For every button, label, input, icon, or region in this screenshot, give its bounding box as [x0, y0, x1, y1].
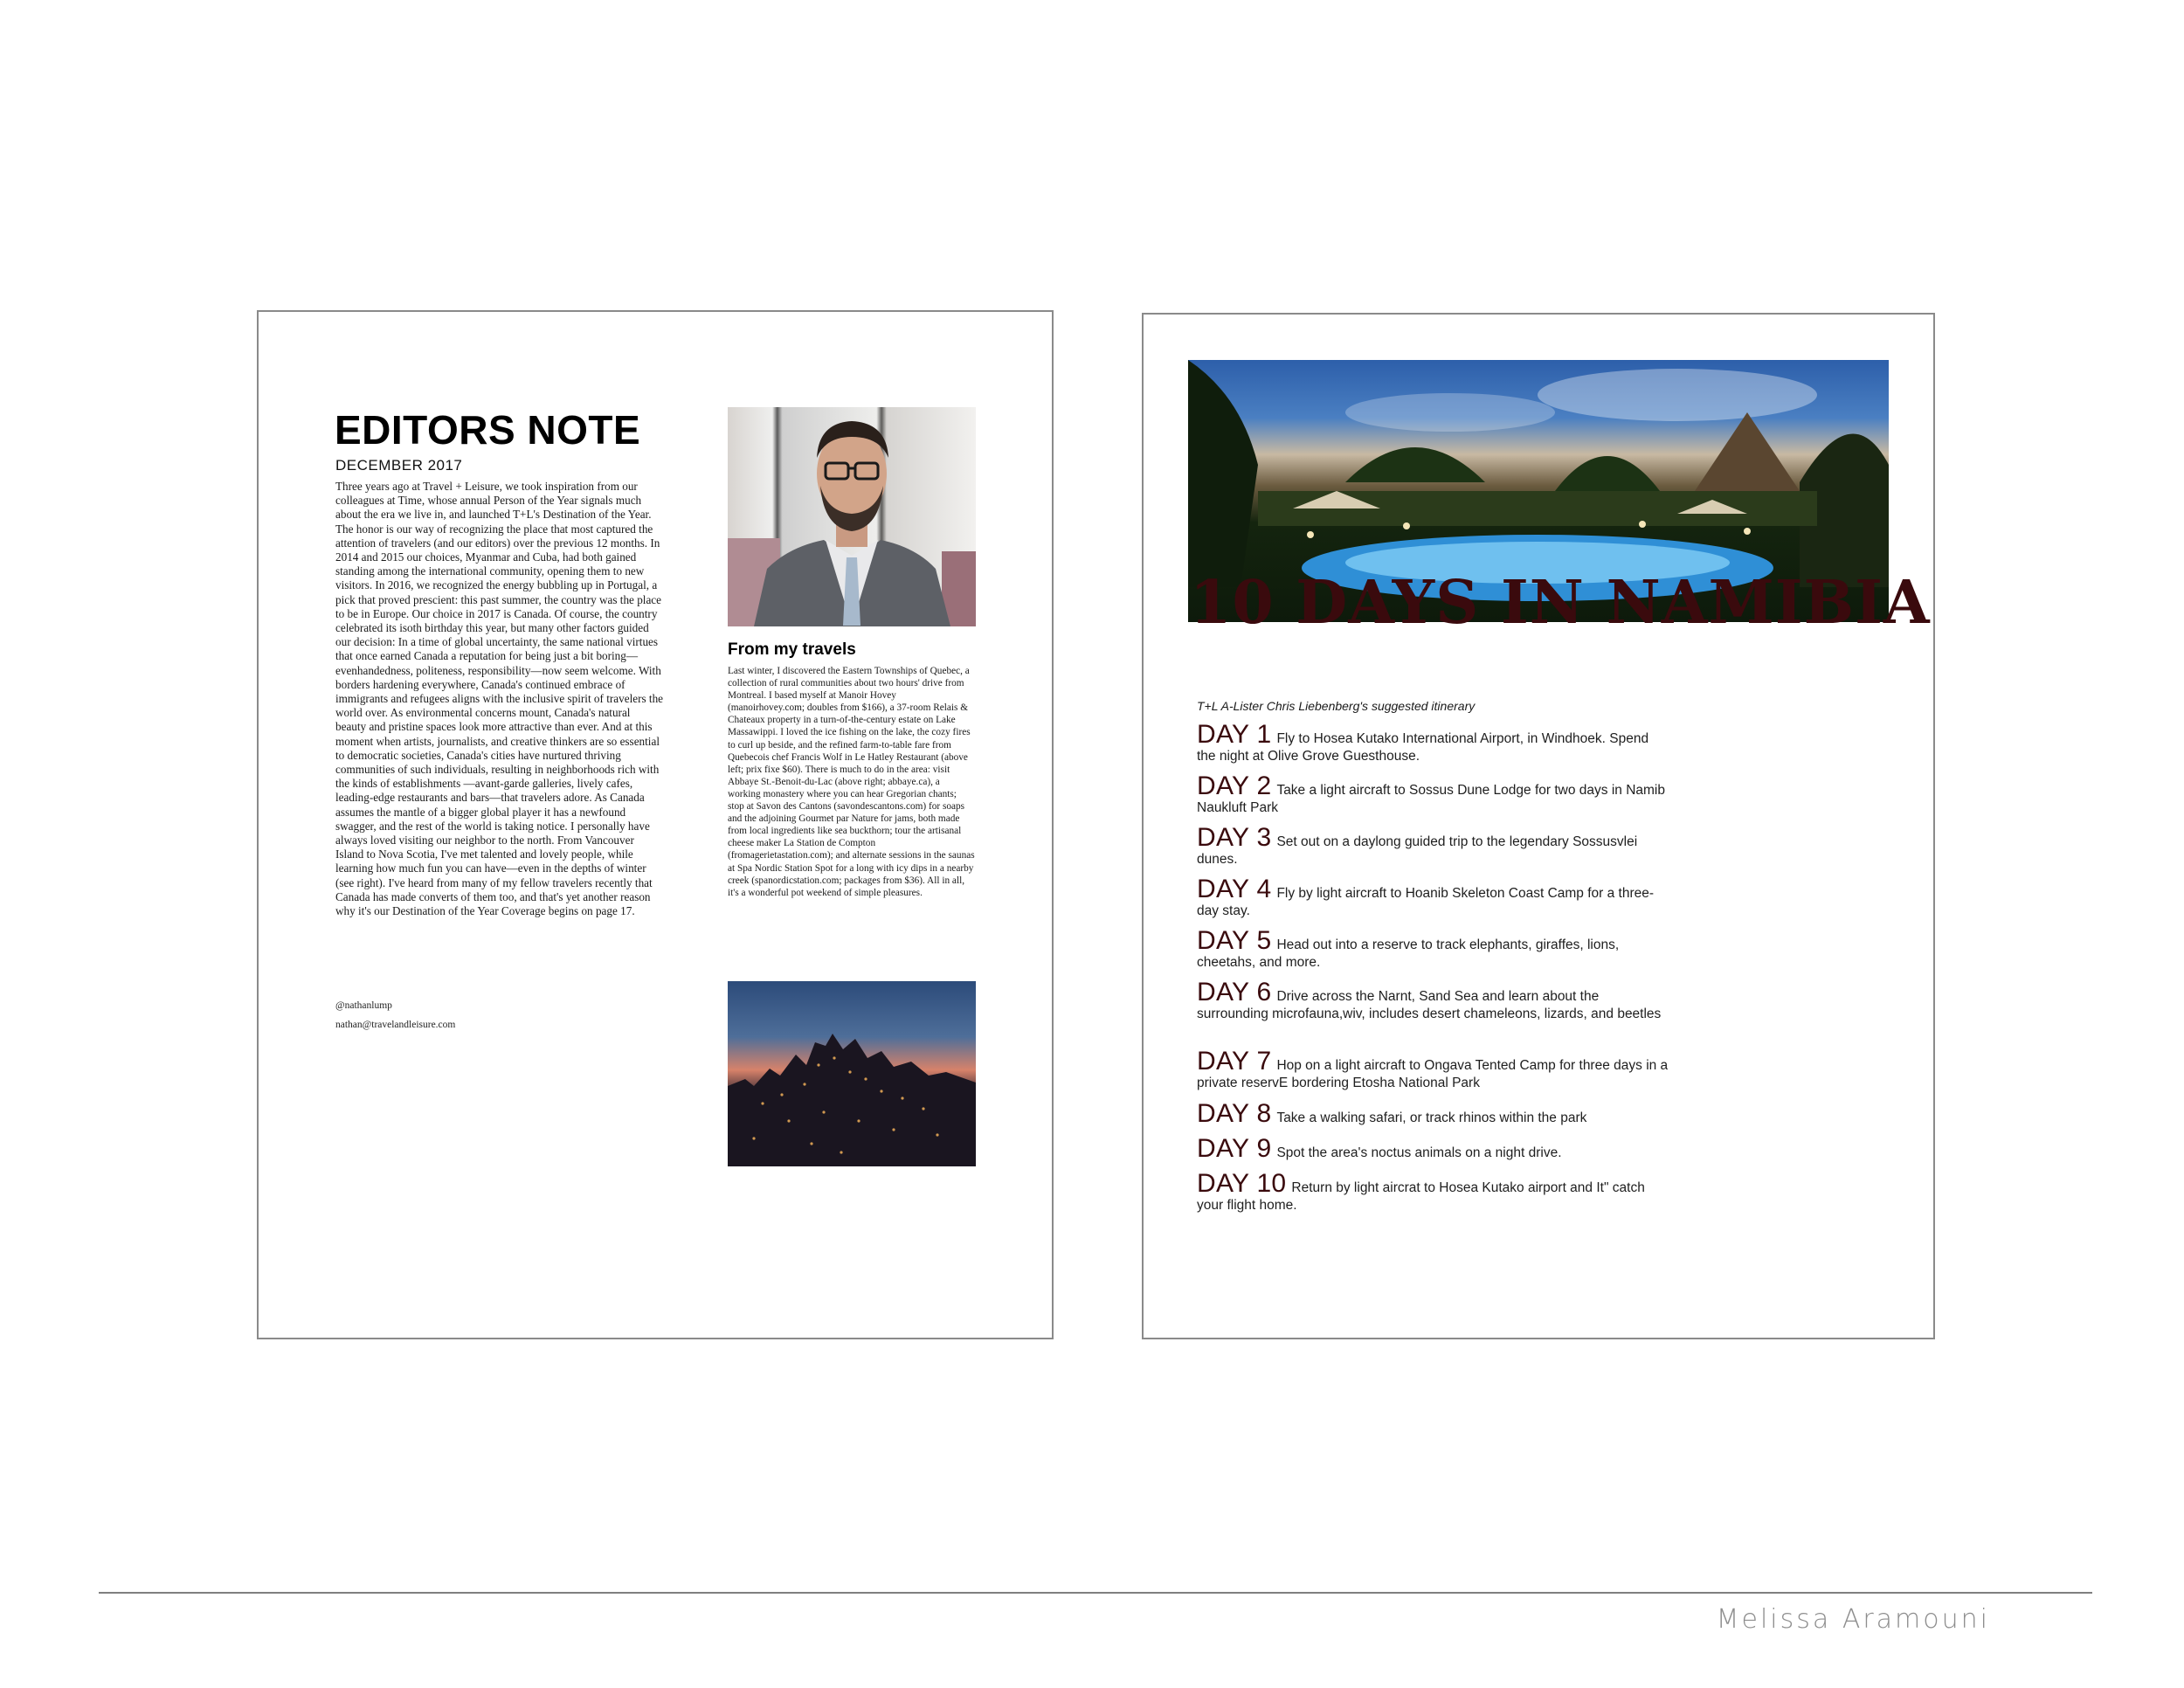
day-text: Take a light aircraft to Sossus Dune Lodge for two days in Namib Naukluft Park — [1197, 783, 1665, 815]
itinerary-day-8 — [1197, 1101, 1669, 1127]
day-text: Take a walking safari, or track rhinos within the park — [1276, 1110, 1587, 1125]
from-my-travels-heading: From my travels — [728, 640, 856, 659]
itinerary-subtitle: T+L A-Lister Chris Liebenberg's suggested itinerary — [1197, 699, 1476, 713]
day-label: DAY 1 — [1197, 720, 1272, 749]
itinerary-day-9 — [1197, 1136, 1669, 1162]
editors-note-body: Three years ago at Travel + Leisure, we took inspiration from our colleagues at Time, whose annual Person of the Year signals much about the era we live in, and launched T+L's Destination of the Year. The honor is our way of recognizing the place that most captured the attention of travelers (and our editors) over the previous 12 months. In 2014 and 2015 our choices, Myanmar and Cuba, had both gained standing among the international community, opening them to new visitors. In 2016, we recognized the energy bubbling up in Portugal, a pick that proved prescient: this past summer, the country was the place to be in Europe. Our choice in 2017 is Canada. Of course, the country celebrated its isoth birthday this year, but many other factors guided our decision: In a time of global uncertainty, the same national virtues that once earned Canada a reputation for being just a bit boring—evenhandedness, politeness, responsibility—now seem welcome. With borders hardening everywhere, Canada's continued embrace of immigrants and refugees aligns with the inclusive spirit of travelers the world over. As environmental concerns mount, Canada's natural beauty and pristine spaces look more attractive than ever. And at this moment when artists, journalists, and creative thinkers are so essential to democratic societies, Canada's cities have nurtured thriving communities of such individuals, resulting in neighborhoods rich with the kinds of establishments —avant-garde galleries, lively cafes, leading-edge restaurants and bars—that travelers adore. As Canada assumes the mantle of a bigger global player it has a newfound swagger, and the rest of the world is taking notice. I personally have always loved visiting our neighbor to the north. From Vancouver Island to Nova Scotia, I've met talented and lovely people, while learning how much fun you can have—even in the depths of winter (see right). I've heard from many of my fellow travelers recently that Canada has made converts of them too, and that's yet another reason why it's our Destination of the Year Coverage begins on page 17. — [335, 480, 664, 918]
itinerary-day-7 — [1197, 1048, 1669, 1091]
namibia-title: 10 DAYS IN NAMIBIA — [1190, 568, 1931, 638]
editors-note-title: EDITORS NOTE — [335, 407, 641, 453]
itinerary-day-10 — [1197, 1171, 1669, 1214]
city-skyline-illustration — [728, 981, 976, 1166]
footer-author-name: Melissa Aramouni — [1716, 1604, 1990, 1635]
day-text: Hop on a light aircraft to Ongava Tented Camp for three days in a private reservE bordering Etosha National Park — [1197, 1058, 1669, 1090]
day-label: DAY 4 — [1197, 875, 1272, 903]
day-label: DAY 8 — [1197, 1099, 1272, 1128]
day-label: DAY 7 — [1197, 1047, 1272, 1076]
day-label: DAY 5 — [1197, 926, 1272, 955]
day-text: Return by light aircrat to Hosea Kutako airport and It" catch your flight home. — [1197, 1180, 1645, 1213]
itinerary-day-2 — [1197, 773, 1669, 816]
day-text: Fly by light aircraft to Hoanib Skeleton Coast Camp for a three-day stay. — [1197, 886, 1655, 918]
day-label: DAY 9 — [1197, 1134, 1272, 1163]
itinerary-day-4 — [1197, 876, 1669, 919]
editors-note-date: DECEMBER 2017 — [335, 457, 463, 474]
day-label: DAY 3 — [1197, 823, 1272, 852]
editors-note-page — [257, 310, 1054, 1339]
author-email: nathan@travelandleisure.com — [335, 1020, 456, 1030]
day-label: DAY 2 — [1197, 771, 1272, 800]
city-night-photo — [728, 981, 976, 1166]
day-label: DAY 10 — [1197, 1169, 1287, 1198]
day-label: DAY 6 — [1197, 978, 1272, 1007]
from-my-travels-body: Last winter, I discovered the Eastern Townships of Quebec, a collection of rural communities about two hours' drive from Montreal. I based myself at Manoir Hovey (manoirhovey.com; doubles from $166), a 37-room Relais & Chateaux property in a turn-of-the-century estate on Lake Massawippi. I loved the ice fishing on the lake, the cozy fires to curl up beside, and the refined farm-to-table fare from Quebecois chef Francis Wolf in Le Hatley Restaurant (above left; prix fixe $60). There is much to do in the area: visit Abbaye St.-Benoit-du-Lac (above right; abbaye.ca), a working monastery where you can hear Gregorian chants; stop at Savon des Cantons (savondescantons.com) for soaps and the adjoining Gourmet par Nature for jams, both made from local ingredients like sea buckthorn; tour the artisanal cheese maker La Station de Compton (fromagerietastation.com); and alternate sessions in the saunas at Spa Nordic Station Spot for a long with icy dips in a nearby creek (spanordicstation.com; packages from $36). All in all, it's a wonderful pot weekend of simple pleasures. — [728, 666, 975, 898]
footer-divider — [99, 1592, 2092, 1594]
itinerary-day-1 — [1197, 722, 1669, 764]
namibia-itinerary-page — [1142, 313, 1935, 1339]
day-text: Set out on a daylong guided trip to the legendary Sossusvlei dunes. — [1197, 834, 1638, 867]
day-text: Head out into a reserve to track elephants, giraffes, lions, cheetahs, and more. — [1197, 937, 1620, 970]
author-handle: @nathanlump — [335, 1000, 392, 1011]
itinerary-day-6 — [1197, 979, 1669, 1022]
day-text: Fly to Hosea Kutako International Airport, in Windhoek. Spend the night at Olive Grove Guesthouse. — [1197, 731, 1649, 764]
day-text: Drive across the Narnt, Sand Sea and learn about the surrounding microfauna,wiv, includes desert chameleons, lizards, and beetles — [1197, 989, 1662, 1021]
itinerary-day-3 — [1197, 825, 1669, 868]
day-text: Spot the area's noctus animals on a night drive. — [1276, 1145, 1562, 1160]
editor-portrait-photo — [728, 407, 976, 626]
portrait-illustration — [728, 407, 976, 626]
itinerary-day-5 — [1197, 928, 1669, 971]
